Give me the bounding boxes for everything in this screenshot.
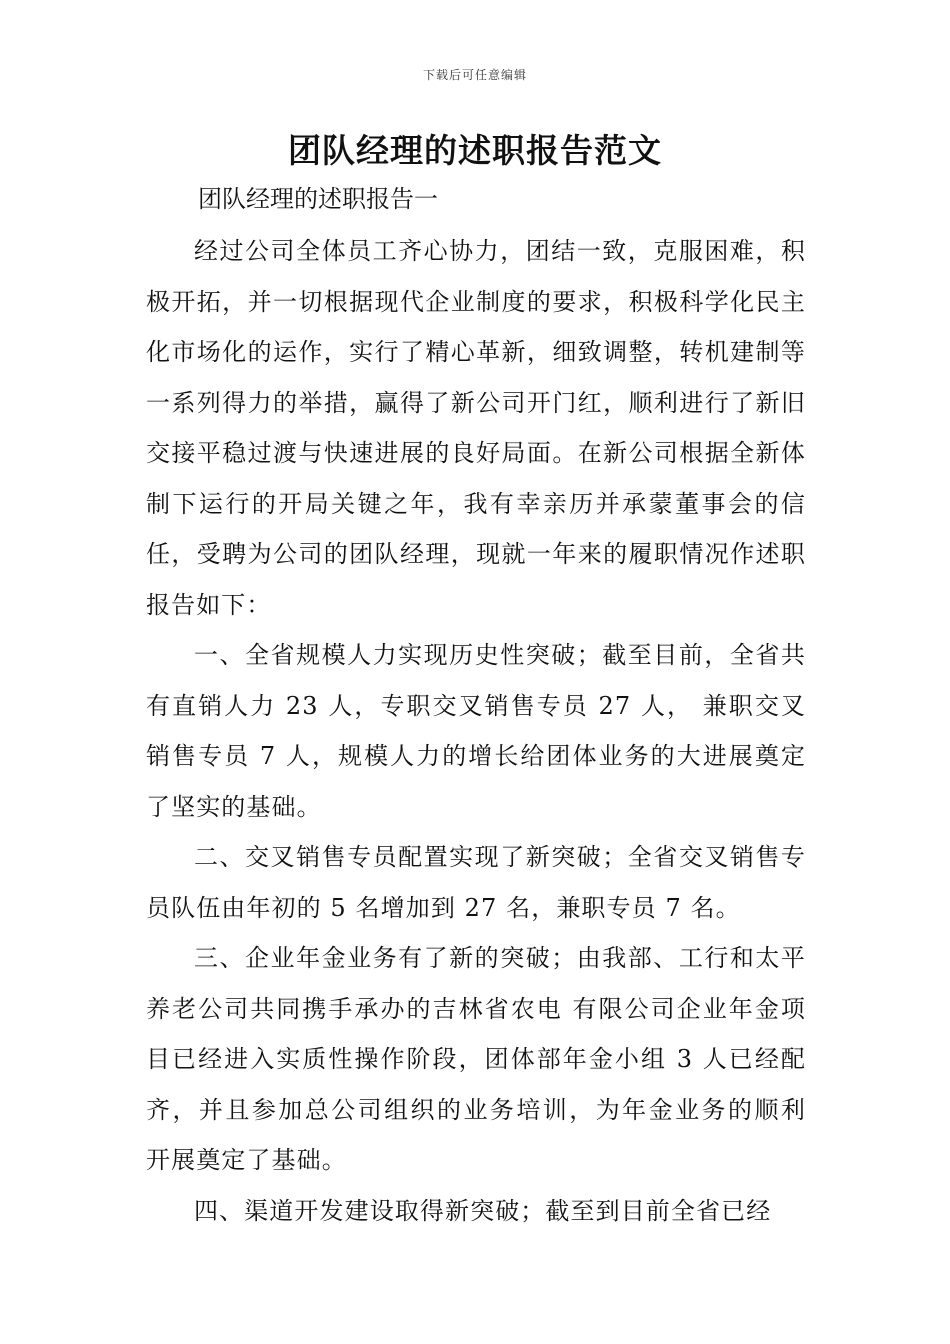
paragraph-item-4: 四、渠道开发建设取得新突破；截至到目前全省已经 — [194, 1196, 772, 1225]
document-subtitle: 团队经理的述职报告一 — [198, 185, 438, 213]
document-body — [146, 226, 806, 1236]
document-title: 团队经理的述职报告范文 — [288, 131, 662, 170]
paragraph-item-1: 一、全省规模人力实现历史性突破；截至目前，全省共有直销人力 23 人，专职交叉销售专员 27 人， 兼职交叉销售专员 7 人，规模人力的增长给团体业务的大进展奠定了坚实的基础。 — [146, 641, 806, 821]
paragraph-item-2: 二、交叉销售专员配置实现了新突破；全省交叉销售专员队伍由年初的 5 名增加到 27 名，兼职专员 7 名。 — [146, 843, 806, 922]
header-note: 下载后可任意编辑 — [422, 68, 527, 82]
paragraph-item-3: 三、企业年金业务有了新的突破；由我部、工行和太平养老公司共同携手承办的吉林省农电 有限公司企业年金项目已经进入实质性操作阶段，团体部年金小组 3 人已经配齐，并且参加总公司组织的业务培训，为年金业务的顺利 开展奠定了基础。 — [146, 944, 806, 1174]
paragraph-intro: 经过公司全体员工齐心协力，团结一致，克服困难，积极开拓，并一切根据现代企业制度的要求，积极科学化民主化市场化的运作，实行了精心革新，细致调整，转机建制等一系列得力的举措，赢得了新公司开门红，顺利进行了新旧交接平稳过渡与快速进展的良好局面。在新公司根据全新体制下运行的开局关键之年，我有幸亲历并承蒙董事会的信任，受聘为公司的团队经理，现就一年来的履职情况作述职报告如下： — [146, 237, 806, 619]
